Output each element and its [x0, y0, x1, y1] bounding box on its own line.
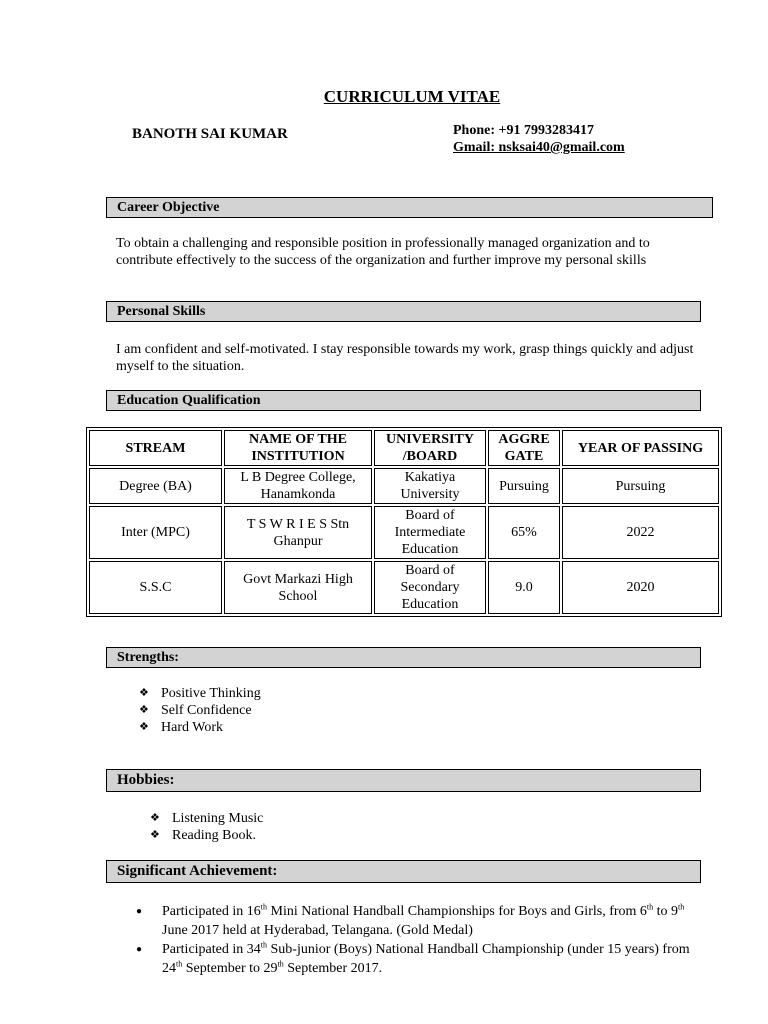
- bullet-icon: ●: [136, 944, 143, 955]
- email-link[interactable]: Gmail: nsksai40@gmail.com: [453, 140, 625, 155]
- diamond-bullet-icon: ❖: [139, 704, 149, 716]
- cell-institution: L B Degree College, Hanamkonda: [224, 468, 372, 504]
- candidate-name: BANOTH SAI KUMAR: [132, 126, 288, 142]
- list-item: [136, 902, 696, 940]
- list-item: ❖ Hard Work: [139, 720, 223, 735]
- strengths-list: [139, 685, 261, 736]
- achievement-list: [136, 902, 696, 978]
- header-stream: STREAM: [89, 430, 222, 466]
- cell-stream: S.S.C: [89, 561, 222, 614]
- personal-skills-heading: Personal Skills: [106, 301, 701, 322]
- cell-university: Board of Secondary Education: [374, 561, 486, 614]
- cell-aggregate: 65%: [488, 506, 560, 559]
- table-header-row: [89, 430, 719, 466]
- cell-aggregate: Pursuing: [488, 468, 560, 504]
- achievement-text: Participated in 16th Mini National Handball Championships for Boys and Girls, from 6th to 9th June 2017 held at Hyderabad, Telangana. (Gold Medal): [162, 902, 685, 938]
- diamond-bullet-icon: ❖: [139, 687, 149, 699]
- hobbies-heading: Hobbies:: [106, 769, 701, 792]
- table-row: [89, 506, 719, 559]
- phone-text: Phone: +91 7993283417: [453, 123, 594, 138]
- cell-institution: Govt Markazi High School: [224, 561, 372, 614]
- header-year: YEAR OF PASSING: [562, 430, 719, 466]
- education-heading: Education Qualification: [106, 390, 701, 411]
- cell-stream: Inter (MPC): [89, 506, 222, 559]
- education-table: [86, 427, 722, 617]
- cell-university: Board of Intermediate Education: [374, 506, 486, 559]
- list-item: ❖ Listening Music: [150, 811, 264, 826]
- diamond-bullet-icon: ❖: [150, 829, 160, 841]
- cell-stream: Degree (BA): [89, 468, 222, 504]
- bullet-icon: ●: [136, 906, 143, 917]
- list-item: [136, 940, 696, 978]
- list-item: ❖ Positive Thinking: [139, 686, 261, 701]
- cell-aggregate: 9.0: [488, 561, 560, 614]
- achievement-text: Participated in 34th Sub-junior (Boys) National Handball Championship (under 15 years) from 24th September to 29th September 2017.: [162, 940, 690, 976]
- diamond-bullet-icon: ❖: [150, 812, 160, 824]
- list-item: ❖ Reading Book.: [150, 828, 256, 843]
- table-row: [89, 561, 719, 614]
- header-institution: NAME OF THE INSTITUTION: [224, 430, 372, 466]
- header-university: UNIVERSITY /BOARD: [374, 430, 486, 466]
- cell-year: Pursuing: [562, 468, 719, 504]
- career-objective-heading: Career Objective: [106, 197, 713, 218]
- hobbies-list: [150, 810, 263, 844]
- diamond-bullet-icon: ❖: [139, 721, 149, 733]
- cell-university: Kakatiya University: [374, 468, 486, 504]
- contact-block: [453, 122, 625, 156]
- personal-skills-text: I am confident and self-motivated. I stay responsible towards my work, grasp things quickly and adjust myself to the situation.: [116, 342, 694, 374]
- cell-institution: T S W R I E S Stn Ghanpur: [224, 506, 372, 559]
- career-objective-text: To obtain a challenging and responsible position in professionally managed organization and to contribute effectively to the success of the organization and further improve my personal skills: [116, 236, 650, 268]
- achievement-heading: Significant Achievement:: [106, 860, 701, 883]
- header-aggregate: AGGRE GATE: [488, 430, 560, 466]
- cell-year: 2022: [562, 506, 719, 559]
- document-title: CURRICULUM VITAE: [323, 87, 501, 106]
- cell-year: 2020: [562, 561, 719, 614]
- list-item: ❖ Self Confidence: [139, 703, 252, 718]
- table-row: [89, 468, 719, 504]
- strengths-heading: Strengths:: [106, 647, 701, 668]
